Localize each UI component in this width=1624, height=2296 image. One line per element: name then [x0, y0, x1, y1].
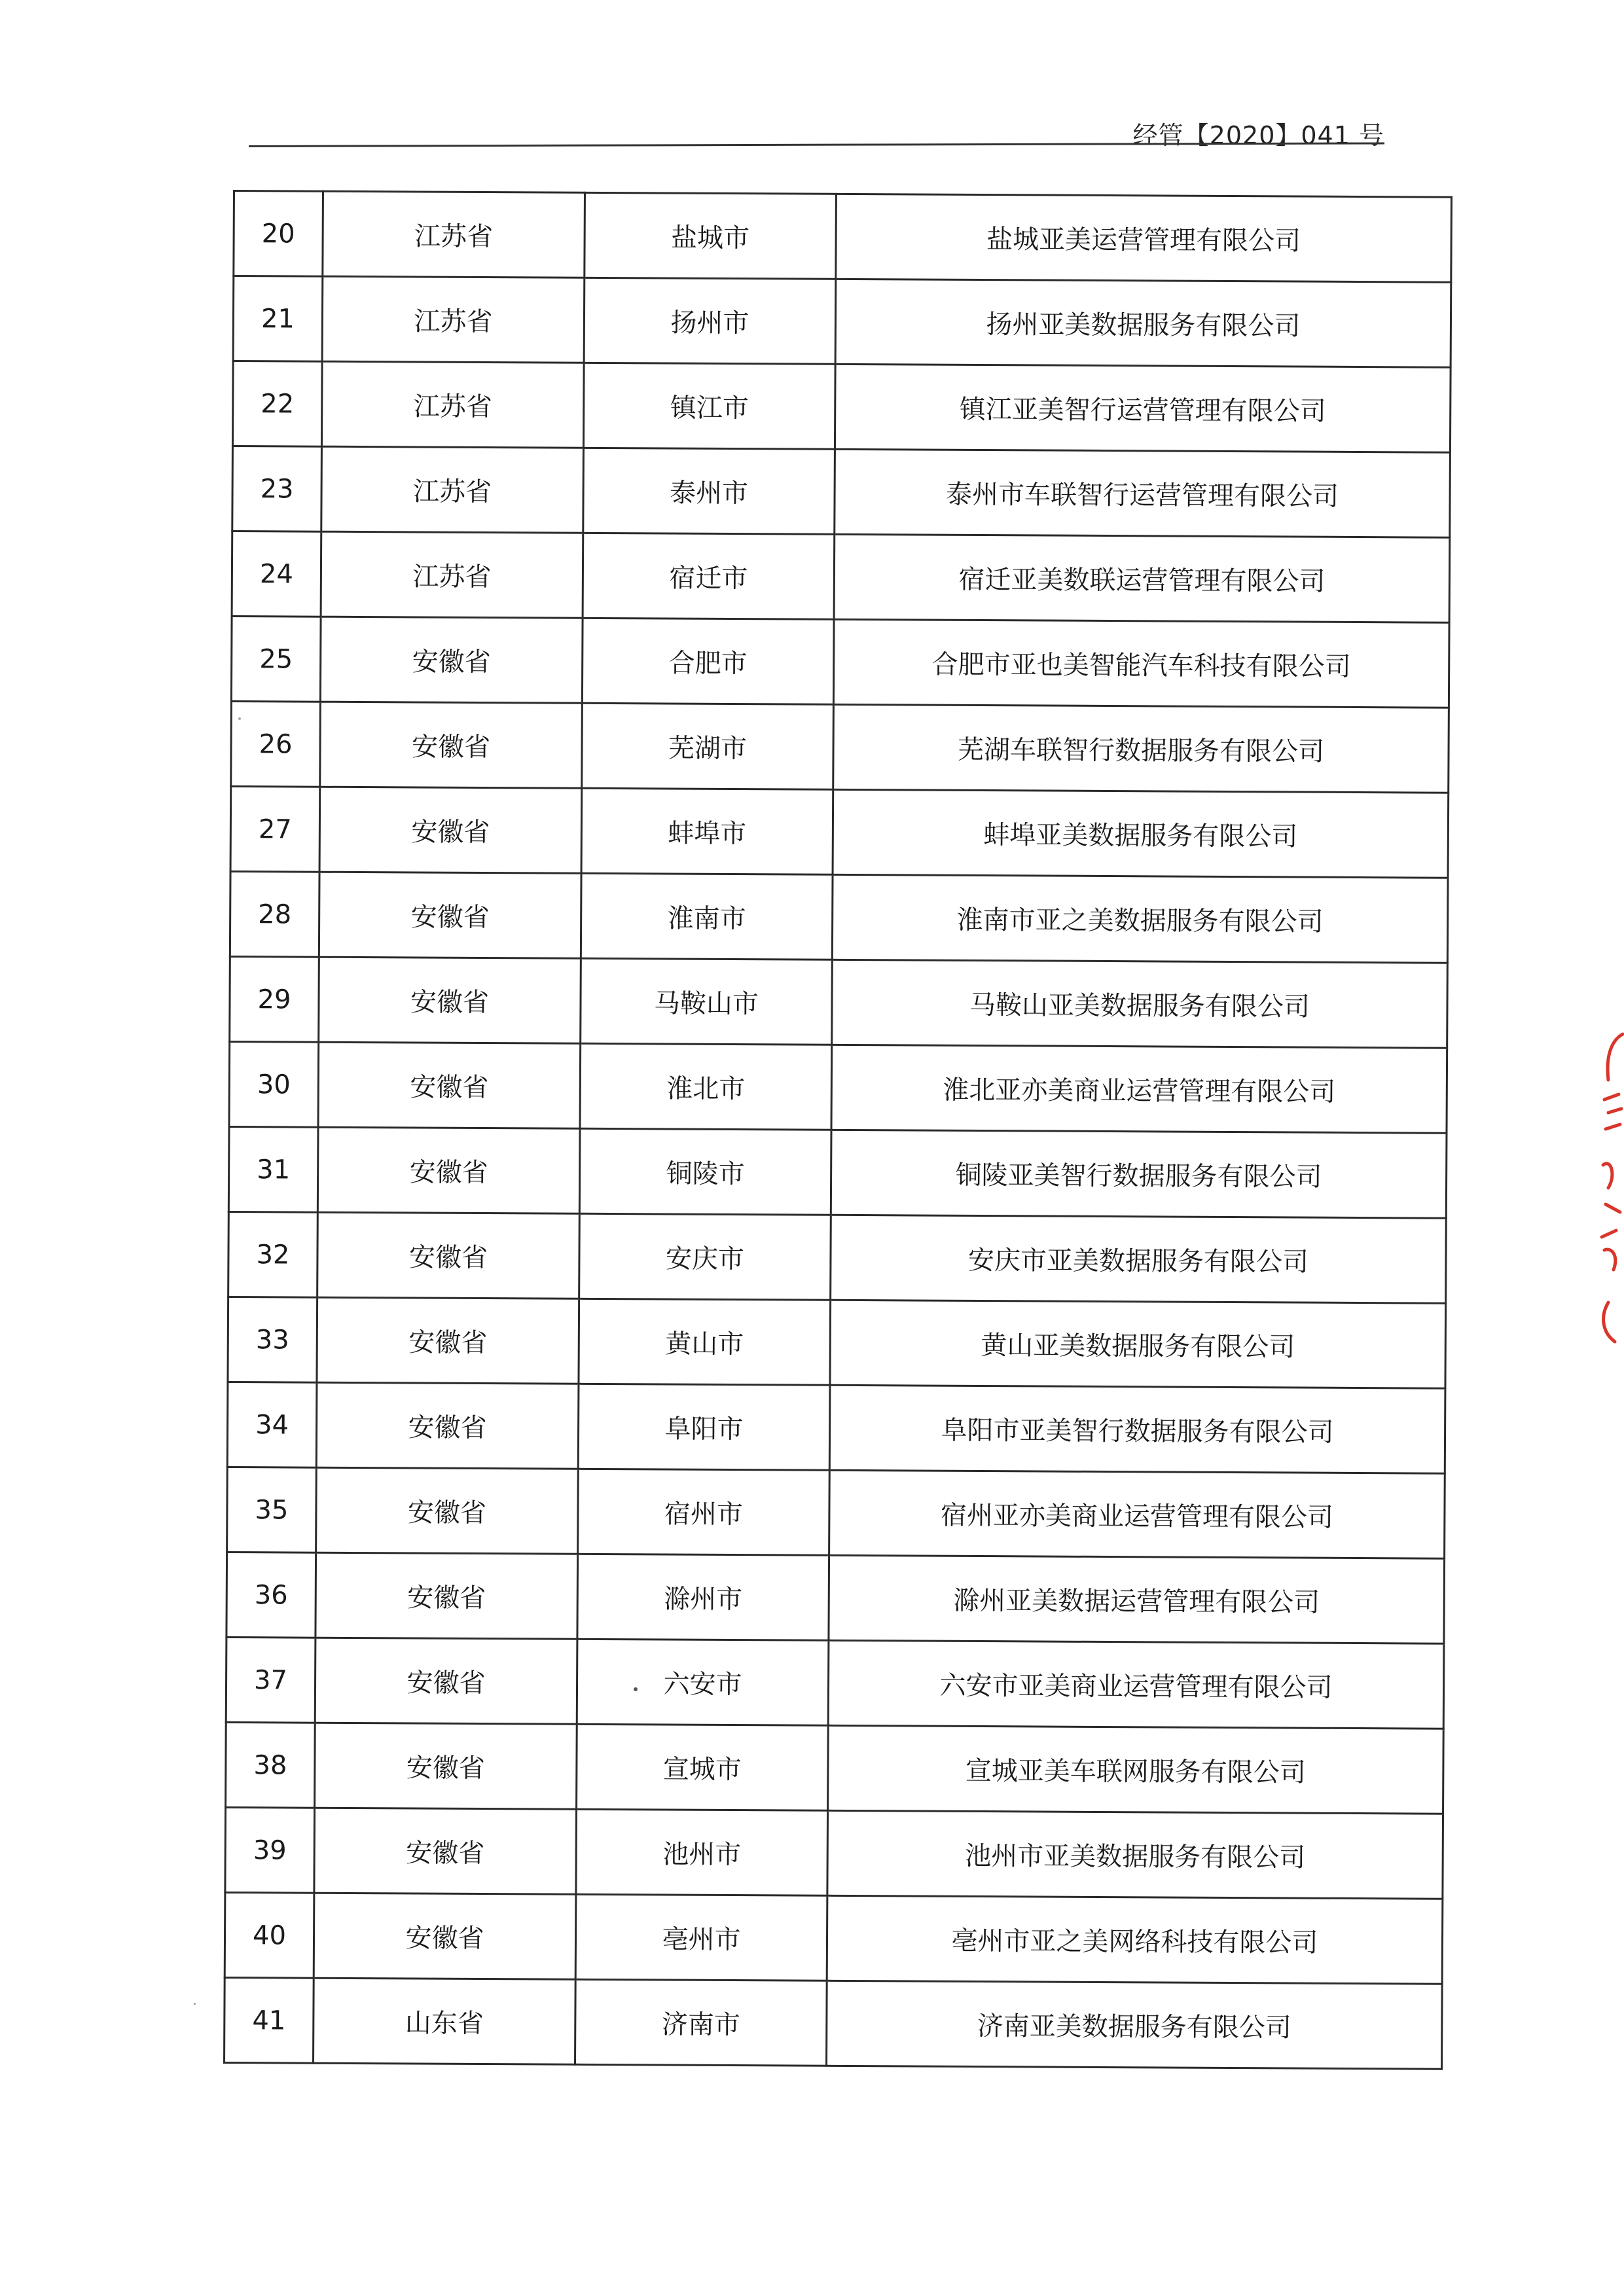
scan-speck: [238, 717, 241, 720]
table-row: [233, 276, 1451, 368]
seal-fragment-icon: [1597, 1021, 1624, 1348]
company-name-cell: 扬州亚美数据服务有限公司: [835, 279, 1451, 367]
company-name-cell: 马鞍山亚美数据服务有限公司: [832, 960, 1448, 1048]
city-cell: 安庆市: [579, 1213, 831, 1300]
city-cell: 宣城市: [577, 1724, 829, 1810]
province-cell: 安徽省: [319, 872, 581, 958]
company-name-cell: 黄山亚美数据服务有限公司: [830, 1300, 1446, 1388]
province-cell: 江苏省: [321, 446, 584, 533]
row-number-cell: 28: [230, 871, 319, 957]
city-cell: 马鞍山市: [581, 958, 833, 1045]
city-cell: 淮北市: [580, 1043, 832, 1130]
table-row: [232, 531, 1450, 623]
seal-arc-stroke: [1608, 1034, 1623, 1080]
table-row: [227, 1382, 1445, 1473]
row-number-cell: 36: [226, 1552, 316, 1638]
row-number-cell: 26: [231, 701, 321, 787]
province-cell: 安徽省: [320, 702, 583, 788]
table-row: [228, 1297, 1446, 1388]
row-number-cell: 27: [230, 786, 320, 872]
province-cell: 山东省: [314, 1978, 576, 2064]
company-name-cell: 芜湖车联智行数据服务有限公司: [833, 704, 1449, 793]
company-name-cell: 淮南市亚之美数据服务有限公司: [832, 874, 1448, 963]
company-name-cell: 盐城亚美运营管理有限公司: [836, 194, 1452, 282]
province-cell: 安徽省: [317, 1127, 580, 1213]
city-cell: 铜陵市: [579, 1128, 831, 1215]
city-cell: 芜湖市: [582, 703, 834, 789]
table-row: [226, 1722, 1444, 1814]
row-number-cell: 33: [228, 1297, 317, 1382]
province-cell: 安徽省: [315, 1723, 577, 1809]
city-cell: 合肥市: [582, 618, 834, 704]
table-row: [231, 701, 1449, 793]
company-name-cell: 宿州亚亦美商业运营管理有限公司: [829, 1470, 1445, 1558]
province-cell: 安徽省: [316, 1382, 579, 1469]
province-cell: 江苏省: [322, 276, 585, 363]
company-name-cell: 宿迁亚美数联运营管理有限公司: [834, 534, 1450, 622]
province-cell: 安徽省: [314, 1893, 576, 1979]
company-name-cell: 蚌埠亚美数据服务有限公司: [833, 789, 1449, 878]
row-number-cell: 32: [228, 1211, 318, 1297]
city-cell: 扬州市: [584, 278, 836, 364]
city-cell: 济南市: [575, 1979, 827, 2066]
company-name-cell: 淮北亚亦美商业运营管理有限公司: [831, 1045, 1447, 1133]
table-row: [225, 1807, 1443, 1899]
row-number-cell: 22: [232, 361, 322, 447]
company-name-cell: 镇江亚美智行运营管理有限公司: [835, 364, 1451, 452]
row-number-cell: 35: [227, 1467, 317, 1552]
city-cell: 泰州市: [583, 448, 835, 534]
table-row: [225, 1892, 1443, 1984]
company-name-cell: 阜阳市亚美智行数据服务有限公司: [829, 1385, 1445, 1473]
row-number-cell: 37: [226, 1637, 316, 1723]
seal-glyph-stroke: [1603, 1164, 1620, 1212]
city-cell: 亳州市: [575, 1894, 827, 1981]
city-cell: 蚌埠市: [581, 788, 833, 874]
row-number-cell: 21: [233, 276, 323, 362]
province-cell: 安徽省: [314, 1808, 577, 1894]
city-cell: 盐城市: [585, 192, 837, 279]
seal-glyph-stroke: [1604, 1094, 1621, 1129]
table-body: [225, 191, 1452, 2070]
company-name-cell: 亳州市亚之美网络科技有限公司: [827, 1895, 1443, 1984]
table-row: [227, 1467, 1445, 1558]
city-cell: 淮南市: [581, 873, 833, 960]
table-row: [229, 1041, 1447, 1133]
row-number-cell: 40: [225, 1892, 314, 1978]
table-row: [230, 871, 1448, 963]
table-row: [230, 786, 1449, 878]
province-cell: 安徽省: [315, 1638, 577, 1724]
city-cell: 六安市: [577, 1639, 829, 1725]
province-cell: 安徽省: [316, 1552, 578, 1639]
city-cell: 宿州市: [578, 1469, 830, 1555]
table-row: [232, 361, 1451, 453]
company-name-cell: 济南亚美数据服务有限公司: [827, 1981, 1443, 2069]
row-number-cell: 23: [232, 446, 322, 532]
row-number-cell: 38: [226, 1722, 316, 1808]
city-cell: 池州市: [576, 1809, 828, 1895]
company-name-cell: 合肥市亚也美智能汽车科技有限公司: [833, 619, 1449, 708]
row-number-cell: 24: [232, 531, 321, 617]
row-number-cell: 31: [228, 1126, 318, 1212]
city-cell: 镇江市: [583, 363, 835, 449]
company-name-cell: 铜陵亚美智行数据服务有限公司: [831, 1130, 1447, 1218]
row-number-cell: 25: [231, 616, 321, 702]
city-cell: 滁州市: [577, 1554, 829, 1640]
province-cell: 江苏省: [323, 191, 585, 278]
document-number: 经管【2020】041 号: [1132, 121, 1384, 150]
table-row: [230, 956, 1448, 1048]
province-cell: 江苏省: [321, 531, 583, 618]
city-cell: 阜阳市: [578, 1384, 830, 1470]
row-number-cell: 34: [227, 1382, 317, 1467]
table-row: [226, 1552, 1445, 1643]
row-number-cell: 29: [230, 956, 319, 1042]
row-number-cell: 30: [229, 1041, 319, 1127]
company-name-cell: 六安市亚美商业运营管理有限公司: [828, 1640, 1444, 1729]
scan-speck: [194, 2003, 196, 2005]
province-cell: 安徽省: [318, 1042, 581, 1128]
row-number-cell: 20: [234, 191, 323, 277]
table-row: [234, 191, 1452, 283]
company-table-wrapper: [223, 190, 1451, 2070]
company-table: [223, 190, 1453, 2070]
province-cell: 安徽省: [319, 957, 581, 1043]
company-name-cell: 安庆市亚美数据服务有限公司: [831, 1215, 1447, 1303]
table-row: [225, 1977, 1443, 2069]
province-cell: 安徽省: [319, 787, 582, 873]
city-cell: 宿迁市: [583, 533, 835, 619]
table-row: [231, 616, 1449, 708]
province-cell: 安徽省: [317, 1212, 580, 1299]
company-name-cell: 宣城亚美车联网服务有限公司: [828, 1725, 1444, 1814]
scan-speck: [634, 1687, 638, 1691]
row-number-cell: 41: [225, 1977, 314, 2063]
company-name-cell: 池州市亚美数据服务有限公司: [827, 1810, 1443, 1899]
table-row: [226, 1637, 1444, 1729]
province-cell: 江苏省: [321, 361, 584, 448]
company-name-cell: 滁州亚美数据运营管理有限公司: [829, 1555, 1445, 1643]
province-cell: 安徽省: [317, 1297, 579, 1384]
table-row: [228, 1126, 1447, 1218]
company-name-cell: 泰州市车联智行运营管理有限公司: [835, 449, 1451, 537]
table-row: [228, 1211, 1447, 1303]
city-cell: 黄山市: [579, 1299, 831, 1385]
province-cell: 安徽省: [320, 617, 583, 703]
province-cell: 安徽省: [316, 1467, 579, 1554]
row-number-cell: 39: [225, 1807, 315, 1893]
seal-arc-stroke: [1604, 1302, 1615, 1342]
seal-glyph-stroke: [1602, 1230, 1616, 1270]
table-row: [232, 446, 1451, 538]
